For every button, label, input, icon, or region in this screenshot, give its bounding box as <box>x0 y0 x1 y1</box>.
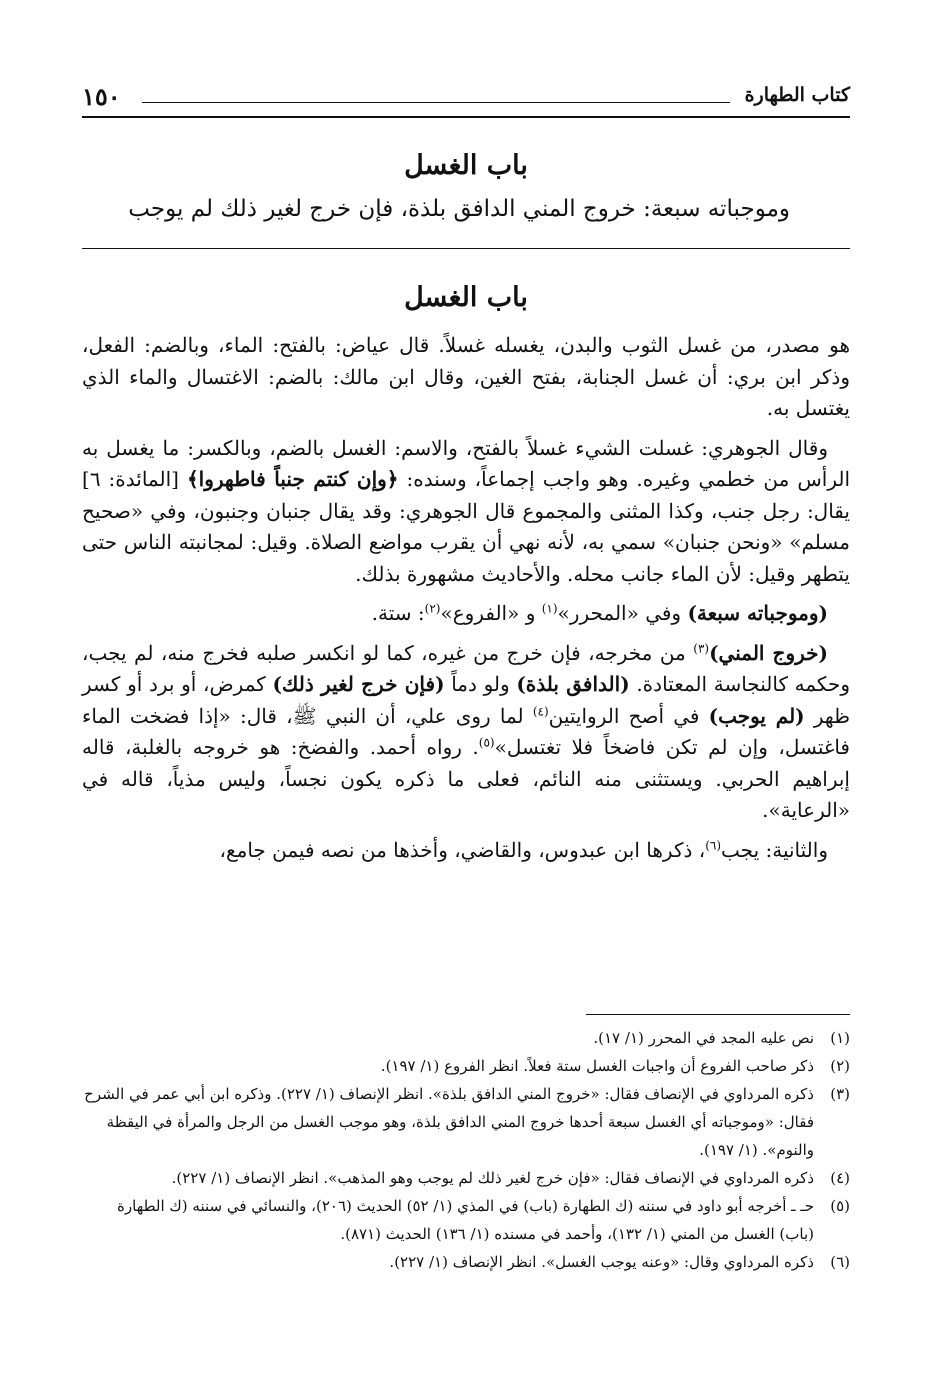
page-number: ١٥٠ <box>82 82 121 111</box>
footnote-ref: (١) <box>541 601 558 616</box>
matn-quote: (خروج المني) <box>709 640 828 665</box>
text-run: ولو دماً <box>444 672 517 696</box>
footnote-text: ذكره المرداوي وقال: «وعنه يوجب الغسل». انظر الإنصاف (١/ ٢٢٧). <box>389 1253 814 1271</box>
footnote-item <box>82 1192 850 1248</box>
footnote-item <box>82 1080 850 1164</box>
footnote-item <box>82 1248 850 1276</box>
text-run: ، ذكرها ابن عبدوس، والقاضي، وأخذها من نصه فيمن جامع، <box>219 837 706 862</box>
matn-quote: (وموجباته سبعة) <box>687 601 828 625</box>
footnote-text: ذكره المرداوي في الإنصاف فقال: «خروج المني الدافق بلذة». انظر الإنصاف (١/ ٢٢٧). وذكره ابن أبي عمر في الشرح فقال: «وموجباته أي الغسل سبعة أحدها خروج المني الدافق بلذة، وهو موجب الغسل من الرجل والمرأة في اليقظة والنوم». (١/ ١٩٧). <box>84 1085 814 1159</box>
header-rule <box>142 102 730 103</box>
matn-separator <box>82 248 850 249</box>
footnote-text: نص عليه المجد في المحرر (١/ ١٧). <box>593 1029 814 1047</box>
footnote-text: حـ ـ أخرجه أبو داود في سننه (ك الطهارة (باب) في المذي (١/ ٥٢) الحديث (٢٠٦)، والنسائي في سننه (ك الطهارة (باب) الغسل من المني (١/ ١٣٢)، وأحمد في مسنده (١/ ١٣٦) الحديث (٨٧١). <box>117 1197 814 1243</box>
paragraph-jawhari <box>82 433 850 591</box>
text-run: وقال الجوهري: غسلت الشيء غسلاً بالفتح، والاسم: الغسل بالضم، وبالكسر: ما يغسل به الرأس من خطمي وغيره. وهو واجب إجماعاً، وسنده: <box>82 435 851 491</box>
running-header <box>82 80 850 118</box>
text-run: و «الفروع» <box>440 601 542 625</box>
footnote-text: ذكره المرداوي في الإنصاف فقال: «فإن خرج لغير ذلك لم يوجب وهو المذهب». انظر الإنصاف (١/ ٢٢٧). <box>171 1169 814 1187</box>
footnote-ref: (٣) <box>693 640 710 655</box>
footnote-item <box>82 1024 850 1052</box>
chapter-title: كتاب الطهارة <box>744 84 850 106</box>
text-run: وفي «المحرر» <box>557 601 688 625</box>
matn-quote: (الدافق بلذة) <box>516 672 630 696</box>
paragraph-definition: هو مصدر، من غسل الثوب والبدن، يغسله غسلاً. قال عياض: بالفتح: الماء، وبالضم: الفعل، وذكر ابن بري: أن غسل الجنابة، بفتح الغين، وقال ابن مالك: بالضم: الاغتسال والماء الذي يغتسل به. <box>82 333 850 420</box>
text-run: : ستة. <box>371 601 425 625</box>
footnote-item <box>82 1164 850 1192</box>
footnote-number: (٢) <box>830 1057 850 1075</box>
paragraph-thaniya <box>82 835 850 867</box>
paragraph-mujibat <box>82 598 850 630</box>
footnote-number: (٤) <box>830 1169 850 1187</box>
footnote-ref: (٢) <box>424 601 441 616</box>
text-run: لما روى علي، أن النبي ﷺ، قال: «إذا فضخت الماء فاغتسل، وإن لم تكن فاضخاً فلا تغتسل» <box>82 703 850 759</box>
matn-text: وموجباته سبعة: خروج المني الدافق بلذة، فإن خرج لغير ذلك لم يوجب <box>128 196 790 222</box>
matn-quote: (فإن خرج لغير ذلك) <box>272 672 445 696</box>
text-run: [المائدة: ٦] يقال: رجل جنب، وكذا المثنى والمجموع قال الجوهري: وقد يقال جنبان وجنبون، وفي «صحيح مسلم» «ونحن جنبان» سمي به، لأنه نهي أن يقرب مواضع الصلاة. وقيل: لمجانبته الناس حتى يتطهر وقيل: لأن الماء جانب محله. والأحاديث مشهورة بذلك. <box>82 467 850 586</box>
matn-heading: باب الغسل <box>404 150 528 181</box>
footnote-ref: (٥) <box>478 735 495 750</box>
text-run: . رواه أحمد. والفضخ: هو خروجه بالغلبة، قاله إبراهيم الحربي. ويستثنى منه النائم، فعلى ما ذكره يكون نجساً، وليس مذياً، قاله في «الرعاية». <box>82 735 850 822</box>
footnote-number: (٦) <box>830 1253 850 1271</box>
footnote-item <box>82 1052 850 1080</box>
text-run: من مخرجه، فإن خرج من غيره، كما لو انكسر صلبه فخرج منه، لم يجب، وحكمه كالنجاسة المعتادة. <box>82 640 850 696</box>
commentary-body <box>82 330 850 874</box>
matn-quote: (لم يوجب) <box>708 703 805 728</box>
quran-verse: ﴿وإن كنتم جنباً فاطهروا﴾ <box>186 467 399 491</box>
text-run: والثانية: يجب <box>721 837 828 862</box>
footnote-separator <box>586 1014 850 1015</box>
text-run: كمرض، أو برد أو كسر ظهر <box>82 672 851 728</box>
footnote-number: (١) <box>830 1029 850 1047</box>
footnote-number: (٥) <box>830 1197 850 1215</box>
footnote-ref: (٤) <box>532 703 549 718</box>
sharh-heading: باب الغسل <box>404 282 528 313</box>
text-run: في أصح الروايتين <box>548 703 709 728</box>
footnote-number: (٣) <box>830 1085 850 1103</box>
footnotes <box>82 1024 850 1276</box>
footnote-ref: (٦) <box>705 837 722 852</box>
paragraph-khuruj <box>82 638 850 827</box>
footnote-text: ذكر صاحب الفروع أن واجبات الغسل ستة فعلاً. انظر الفروع (١/ ١٩٧). <box>380 1057 814 1075</box>
